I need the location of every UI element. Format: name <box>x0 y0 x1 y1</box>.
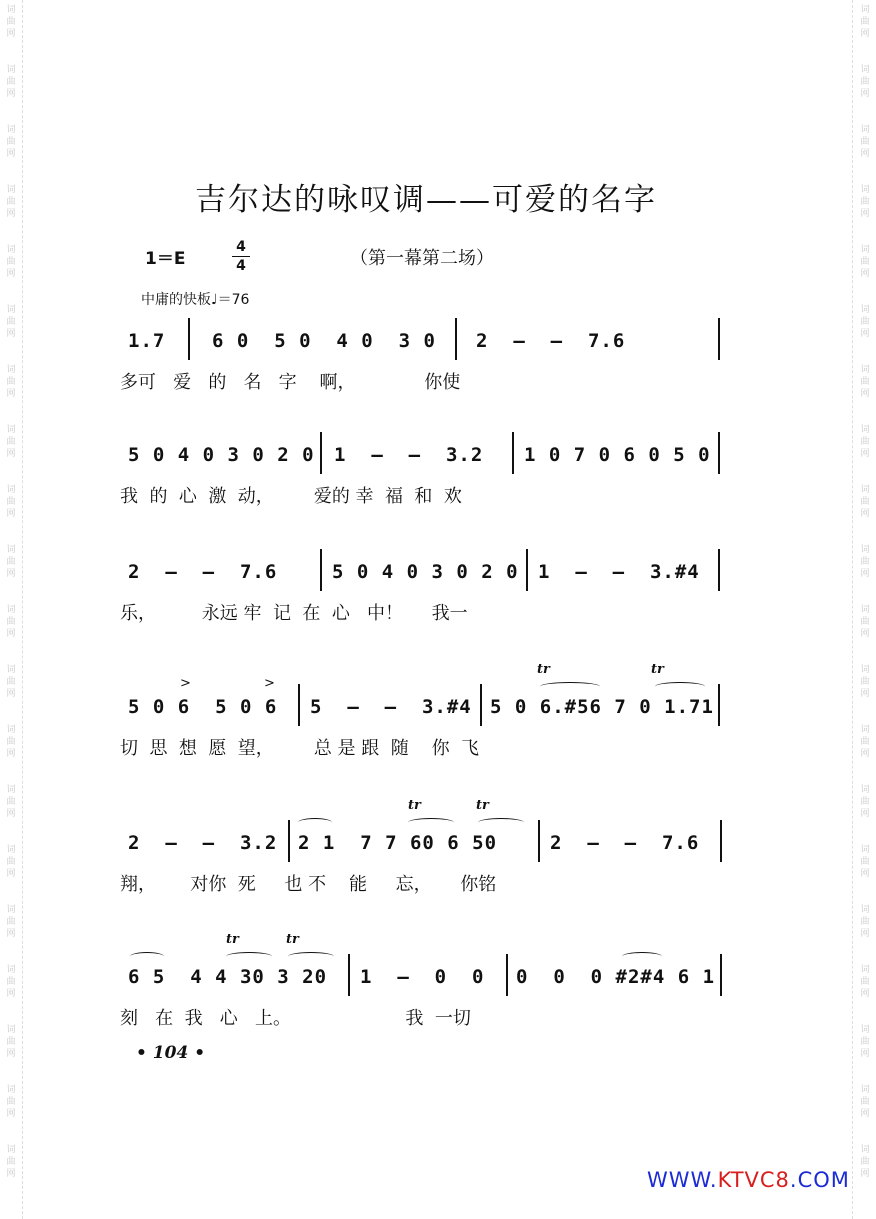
trill-mark: tr <box>226 932 239 947</box>
side-mark-char: 曲 <box>6 617 16 627</box>
side-mark-group <box>4 120 18 180</box>
side-mark-char: 词 <box>860 5 870 15</box>
side-mark-char: 词 <box>6 905 16 915</box>
side-mark-char: 词 <box>6 1025 16 1035</box>
side-mark-char: 网 <box>6 809 16 819</box>
side-mark-char: 曲 <box>6 677 16 687</box>
watermark-brand: KTVC8 <box>717 1168 790 1192</box>
notes-row <box>0 684 876 730</box>
side-mark-char: 网 <box>6 689 16 699</box>
side-mark-char: 词 <box>860 305 870 315</box>
side-mark-group <box>858 1140 872 1200</box>
side-mark-group <box>4 60 18 120</box>
measure-4-1: 5 0 6 5 0 6 <box>128 696 278 718</box>
side-mark-char: 曲 <box>860 137 870 147</box>
side-mark-char: 词 <box>6 605 16 615</box>
time-signature-bar <box>232 256 250 257</box>
trill-mark: tr <box>408 798 421 813</box>
measure-5-2: 2 1 7 7 60 6 50 <box>298 832 498 854</box>
side-mark-char: 词 <box>6 245 16 255</box>
notes-row <box>0 820 876 866</box>
lyrics-row: 刻 在 我 心 上。 我 一切 <box>120 1008 471 1029</box>
trill-mark: tr <box>651 662 664 677</box>
side-mark-char: 网 <box>860 149 870 159</box>
barline <box>188 318 190 360</box>
side-mark-char: 词 <box>860 425 870 435</box>
side-mark-char: 网 <box>6 449 16 459</box>
barline <box>320 432 322 474</box>
side-mark-char: 网 <box>6 29 16 39</box>
side-mark-char: 网 <box>6 869 16 879</box>
side-mark-char: 曲 <box>6 257 16 267</box>
measure-1-1: 1.7 <box>128 330 166 352</box>
left-margin-guide <box>22 0 23 1219</box>
side-mark-char: 词 <box>860 665 870 675</box>
side-mark-char: 曲 <box>6 1097 16 1107</box>
measure-1-2: 6 0 5 0 4 0 3 0 <box>212 330 436 352</box>
side-mark-group <box>4 480 18 540</box>
side-mark-char: 词 <box>860 965 870 975</box>
side-mark-char: 网 <box>6 389 16 399</box>
side-mark-char: 曲 <box>860 497 870 507</box>
side-mark-char: 曲 <box>860 257 870 267</box>
lyrics-row: 切 思 想 愿 望， 总 是 跟 随 你 飞 <box>120 738 480 759</box>
side-mark-char: 曲 <box>860 197 870 207</box>
side-mark-char: 词 <box>860 185 870 195</box>
side-mark-char: 词 <box>6 1085 16 1095</box>
barline <box>538 820 540 862</box>
side-mark-char: 词 <box>860 845 870 855</box>
side-mark-group <box>858 120 872 180</box>
side-mark-char: 网 <box>6 509 16 519</box>
right-margin-guide <box>852 0 853 1219</box>
barline <box>288 820 290 862</box>
side-mark-char: 网 <box>860 809 870 819</box>
side-mark-char: 词 <box>860 1025 870 1035</box>
side-mark-char: 曲 <box>6 17 16 27</box>
side-mark-char: 网 <box>6 1109 16 1119</box>
side-mark-char: 曲 <box>860 557 870 567</box>
side-mark-char: 网 <box>6 329 16 339</box>
page-number: • 104 • <box>136 1043 206 1063</box>
side-mark-char: 词 <box>6 65 16 75</box>
side-mark-char: 网 <box>860 269 870 279</box>
side-mark-char: 曲 <box>860 377 870 387</box>
side-mark-char: 网 <box>860 209 870 219</box>
side-mark-group <box>4 1080 18 1140</box>
barline <box>720 820 722 862</box>
barline <box>718 432 720 474</box>
side-mark-char: 网 <box>860 929 870 939</box>
side-mark-char: 曲 <box>6 857 16 867</box>
side-mark-group <box>858 180 872 240</box>
side-mark-char: 词 <box>860 245 870 255</box>
side-mark-char: 词 <box>860 485 870 495</box>
side-mark-char: 曲 <box>860 317 870 327</box>
song-title: 吉尔达的咏叹调——可爱的名字 <box>195 182 657 218</box>
measure-5-3: 2 – – 7.6 <box>550 832 700 854</box>
side-mark-char: 网 <box>6 989 16 999</box>
side-mark-char: 网 <box>860 689 870 699</box>
side-mark-char: 网 <box>860 1169 870 1179</box>
side-mark-char: 网 <box>860 749 870 759</box>
side-mark-char: 词 <box>860 905 870 915</box>
side-mark-char: 曲 <box>860 857 870 867</box>
side-mark-char: 词 <box>6 365 16 375</box>
side-mark-char: 词 <box>6 545 16 555</box>
side-mark-group <box>4 240 18 300</box>
side-mark-char: 网 <box>6 1169 16 1179</box>
side-mark-char: 词 <box>6 845 16 855</box>
side-mark-group <box>858 240 872 300</box>
barline <box>718 549 720 591</box>
side-mark-char: 曲 <box>6 77 16 87</box>
side-mark-char: 曲 <box>6 737 16 747</box>
accent-mark: > <box>264 676 275 691</box>
side-mark-char: 曲 <box>6 1157 16 1167</box>
barline <box>506 954 508 996</box>
measure-2-2: 1 – – 3.2 <box>334 444 484 466</box>
side-mark-char: 网 <box>860 89 870 99</box>
side-mark-group <box>4 360 18 420</box>
side-mark-char: 词 <box>6 305 16 315</box>
barline <box>512 432 514 474</box>
side-mark-char: 曲 <box>860 737 870 747</box>
side-mark-group <box>858 900 872 960</box>
left-side-watermark <box>4 0 18 1219</box>
key-signature: 1＝E <box>145 249 186 269</box>
lyrics-row: 多可 爱 的 名 字 啊， 你使 <box>120 372 461 393</box>
lyrics-row: 翔， 对你 死 也 不 能 忘， 你铭 <box>120 874 497 895</box>
side-mark-char: 网 <box>6 89 16 99</box>
scene-label: （第一幕第二场） <box>350 248 494 269</box>
side-mark-group <box>858 480 872 540</box>
side-mark-char: 曲 <box>860 617 870 627</box>
side-mark-group <box>858 60 872 120</box>
measure-4-3: 5 0 6.#56 7 0 1.71 <box>490 696 714 718</box>
side-mark-char: 网 <box>860 29 870 39</box>
barline <box>298 684 300 726</box>
side-mark-char: 词 <box>6 185 16 195</box>
barline <box>348 954 350 996</box>
side-mark-char: 词 <box>860 365 870 375</box>
side-mark-group <box>858 360 872 420</box>
side-mark-char: 网 <box>6 1049 16 1059</box>
time-signature-bottom: 4 <box>236 258 246 274</box>
notes-row <box>0 432 876 478</box>
side-mark-char: 曲 <box>6 1037 16 1047</box>
side-mark-char: 曲 <box>860 677 870 687</box>
side-mark-char: 曲 <box>6 437 16 447</box>
trill-mark: tr <box>537 662 550 677</box>
side-mark-group <box>4 600 18 660</box>
measure-5-1: 2 – – 3.2 <box>128 832 278 854</box>
side-mark-char: 网 <box>860 329 870 339</box>
side-mark-group <box>858 1020 872 1080</box>
tempo-marking: 中庸的快板♩＝76 <box>141 292 250 308</box>
side-mark-char: 网 <box>860 509 870 519</box>
trill-mark: tr <box>476 798 489 813</box>
side-mark-char: 词 <box>6 485 16 495</box>
side-mark-group <box>858 1080 872 1140</box>
measure-4-2: 5 – – 3.#4 <box>310 696 472 718</box>
barline <box>718 684 720 726</box>
side-mark-char: 曲 <box>860 437 870 447</box>
side-mark-char: 网 <box>6 629 16 639</box>
side-mark-char: 网 <box>860 989 870 999</box>
side-mark-char: 词 <box>860 725 870 735</box>
accent-mark: > <box>180 676 191 691</box>
side-mark-char: 词 <box>860 1085 870 1095</box>
site-watermark <box>647 1168 850 1192</box>
side-mark-group <box>4 900 18 960</box>
notes-row <box>0 954 876 1000</box>
side-mark-char: 网 <box>860 389 870 399</box>
side-mark-char: 曲 <box>860 77 870 87</box>
side-mark-group <box>4 1140 18 1200</box>
measure-1-3: 2 – – 7.6 <box>476 330 626 352</box>
side-mark-char: 网 <box>6 929 16 939</box>
measure-6-2: 1 – 0 0 <box>360 966 485 988</box>
side-mark-char: 词 <box>6 665 16 675</box>
notes-row <box>0 549 876 595</box>
measure-3-2: 5 0 4 0 3 0 2 0 <box>332 561 519 583</box>
side-mark-char: 曲 <box>860 1097 870 1107</box>
side-mark-char: 网 <box>860 449 870 459</box>
side-mark-char: 网 <box>860 629 870 639</box>
side-mark-group <box>4 180 18 240</box>
side-mark-group <box>4 0 18 60</box>
notes-row <box>0 318 876 364</box>
side-mark-char: 曲 <box>6 917 16 927</box>
side-mark-char: 网 <box>860 1109 870 1119</box>
barline <box>320 549 322 591</box>
side-mark-char: 网 <box>860 569 870 579</box>
side-mark-char: 曲 <box>6 977 16 987</box>
side-mark-char: 网 <box>6 269 16 279</box>
side-mark-char: 曲 <box>6 377 16 387</box>
side-mark-char: 词 <box>6 425 16 435</box>
side-mark-char: 词 <box>6 5 16 15</box>
barline <box>526 549 528 591</box>
side-mark-char: 曲 <box>860 1157 870 1167</box>
side-mark-char: 曲 <box>860 17 870 27</box>
side-mark-char: 曲 <box>860 977 870 987</box>
time-signature <box>232 239 250 274</box>
side-mark-char: 词 <box>860 65 870 75</box>
measure-2-3: 1 0 7 0 6 0 5 0 <box>524 444 711 466</box>
side-mark-char: 网 <box>860 1049 870 1059</box>
side-mark-char: 词 <box>6 125 16 135</box>
measure-2-1: 5 0 4 0 3 0 2 0 <box>128 444 315 466</box>
lyrics-row: 我 的 心 激 动， 爱的 幸 福 和 欢 <box>120 486 462 507</box>
side-mark-char: 曲 <box>860 1037 870 1047</box>
barline <box>718 318 720 360</box>
measure-6-3: 0 0 0 #2#4 6 1 <box>516 966 716 988</box>
side-mark-char: 网 <box>860 869 870 879</box>
side-mark-group <box>4 1020 18 1080</box>
side-mark-char: 词 <box>860 125 870 135</box>
side-mark-group <box>858 600 872 660</box>
side-mark-char: 词 <box>860 1145 870 1155</box>
right-side-watermark <box>858 0 872 1219</box>
side-mark-char: 网 <box>6 209 16 219</box>
side-mark-char: 曲 <box>860 917 870 927</box>
watermark-suffix: .COM <box>789 1168 850 1192</box>
side-mark-char: 词 <box>6 785 16 795</box>
barline <box>720 954 722 996</box>
side-mark-char: 曲 <box>6 797 16 807</box>
side-mark-char: 曲 <box>6 137 16 147</box>
side-mark-char: 曲 <box>6 197 16 207</box>
side-mark-char: 曲 <box>6 557 16 567</box>
side-mark-char: 词 <box>6 725 16 735</box>
time-signature-top: 4 <box>236 239 246 255</box>
trill-mark: tr <box>286 932 299 947</box>
side-mark-char: 词 <box>860 605 870 615</box>
barline <box>455 318 457 360</box>
side-mark-char: 网 <box>6 749 16 759</box>
measure-6-1: 6 5 4 4 30 3 20 <box>128 966 328 988</box>
side-mark-char: 词 <box>860 785 870 795</box>
side-mark-group <box>858 0 872 60</box>
side-mark-char: 网 <box>6 569 16 579</box>
side-mark-char: 词 <box>6 965 16 975</box>
measure-3-3: 1 – – 3.#4 <box>538 561 700 583</box>
side-mark-char: 曲 <box>6 317 16 327</box>
lyrics-row: 乐， 永远 牢 记 在 心 中！ 我一 <box>120 603 468 624</box>
side-mark-char: 词 <box>860 545 870 555</box>
side-mark-char: 词 <box>6 1145 16 1155</box>
watermark-prefix: WWW. <box>647 1168 718 1192</box>
side-mark-char: 网 <box>6 149 16 159</box>
measure-3-1: 2 – – 7.6 <box>128 561 278 583</box>
side-mark-char: 曲 <box>860 797 870 807</box>
side-mark-char: 曲 <box>6 497 16 507</box>
barline <box>480 684 482 726</box>
